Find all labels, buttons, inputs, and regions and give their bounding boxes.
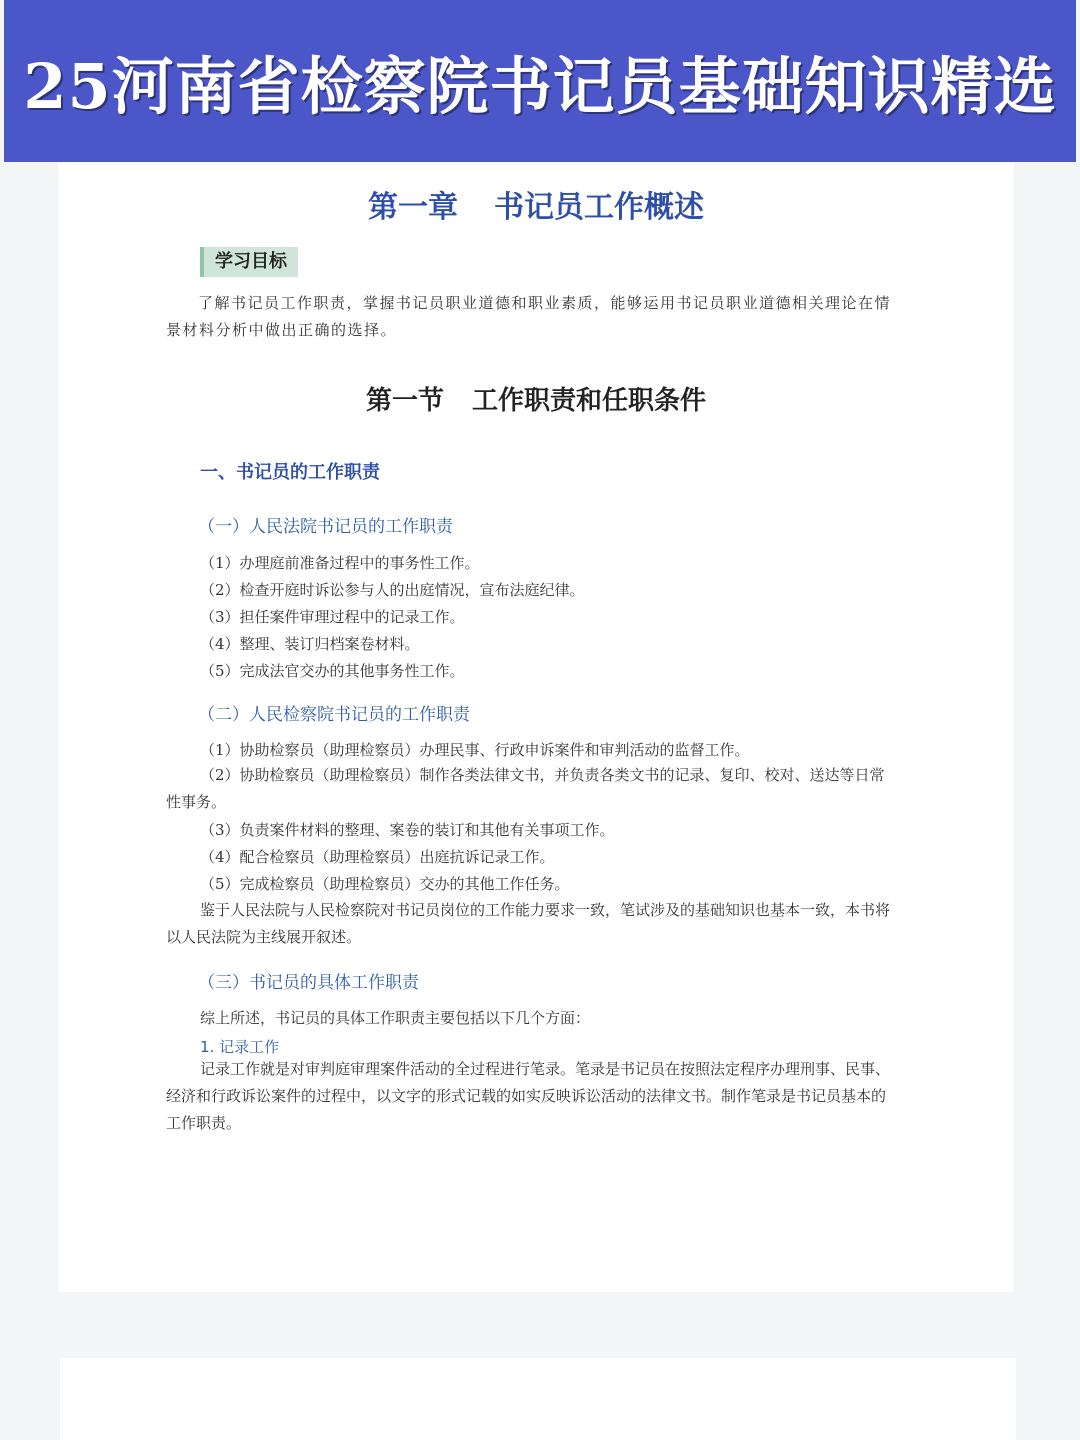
list-item: （5）完成法官交办的其他事务性工作。 <box>200 662 465 680</box>
learning-goal-text: 了解书记员工作职责，掌握书记员职业道德和职业素质，能够运用书记员职业道德相关理论在情景材料分析中做出正确的选择。 <box>166 294 892 339</box>
title-banner <box>4 0 1076 162</box>
list-item: （5）完成检察员（助理检察员）交办的其他工作任务。 <box>200 875 570 893</box>
list-item: （4）配合检察员（助理检察员）出庭抗诉记录工作。 <box>200 848 555 866</box>
section-name: 工作职责和任职条件 <box>472 386 707 416</box>
list-item: （2）协助检察员（助理检察员）制作各类法律文书，并负责各类文书的记录、复印、校对、送达等日常性事务。 <box>166 766 885 811</box>
heading-specific-duties: （三）书记员的具体工作职责 <box>198 973 419 993</box>
intro-paragraph: 综上所述，书记员的具体工作职责主要包括以下几个方面： <box>200 1009 591 1027</box>
document-page <box>58 162 1014 1292</box>
banner-title: 25河南省检察院书记员基础知识精选 <box>23 49 1057 123</box>
section-title <box>58 380 1014 417</box>
list-item: （3）负责案件材料的整理、案卷的装订和其他有关事项工作。 <box>200 821 615 839</box>
list-item: （3）担任案件审理过程中的记录工作。 <box>200 608 465 626</box>
heading-court-duties: （一）人民法院书记员的工作职责 <box>198 517 453 537</box>
list-item: （1）协助检察员（助理检察员）办理民事、行政申诉案件和审判活动的监督工作。 <box>200 741 750 759</box>
section-number: 第一节 <box>365 386 444 416</box>
heading-duties: 一、书记员的工作职责 <box>200 462 380 483</box>
recording-paragraph: 记录工作就是对审判庭审理案件活动的全过程进行笔录。笔录是书记员在按照法定程序办理刑事、民事、经济和行政诉讼案件的过程中，以文字的形式记载的如实反映诉讼活动的法律文书。制作笔录是书记员基本的工作职责。 <box>166 1060 891 1132</box>
list-item: （2）检查开庭时诉讼参与人的出庭情况，宣布法庭纪律。 <box>200 581 585 599</box>
chapter-title <box>58 182 1014 226</box>
note-paragraph: 鉴于人民法院与人民检察院对书记员岗位的工作能力要求一致，笔试涉及的基础知识也基本一致，本书将以人民法院为主线展开叙述。 <box>166 901 891 946</box>
heading-procuratorate-duties: （二）人民检察院书记员的工作职责 <box>198 705 470 725</box>
chapter-name: 书记员工作概述 <box>494 190 704 225</box>
list-item: （1）办理庭前准备过程中的事务性工作。 <box>200 554 480 572</box>
chapter-number: 第一章 <box>368 190 458 225</box>
learning-goal-tag: 学习目标 <box>200 247 298 277</box>
next-page-edge <box>60 1358 1016 1440</box>
list-item: （4）整理、装订归档案卷材料。 <box>200 635 420 653</box>
subheading-recording: 1. 记录工作 <box>200 1038 280 1056</box>
